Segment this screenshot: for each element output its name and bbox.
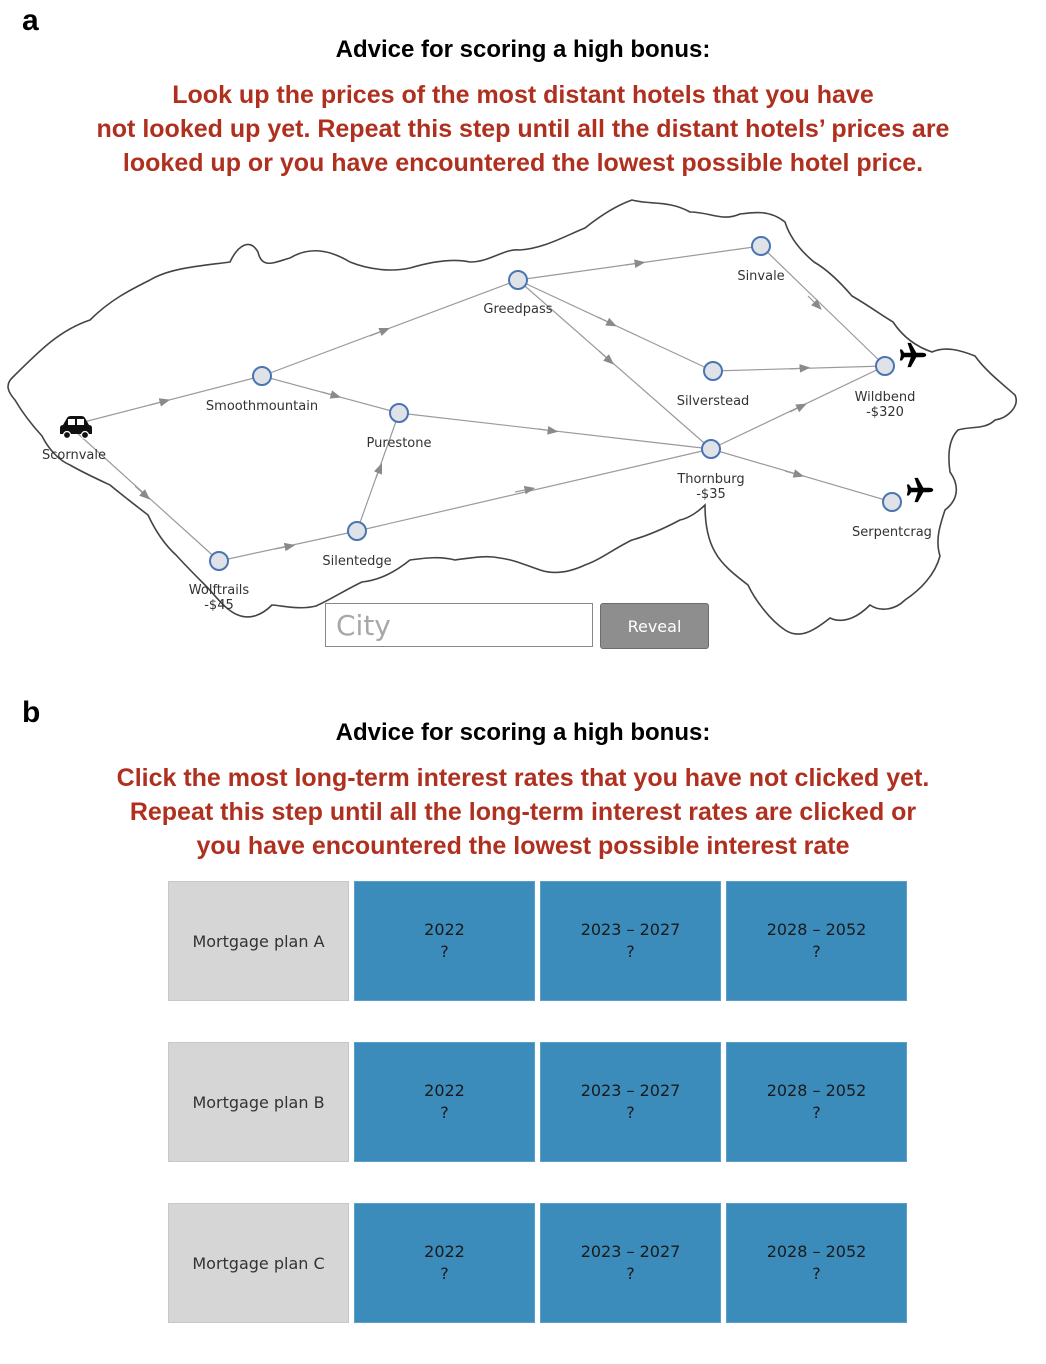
rate-value: ? (440, 1264, 449, 1283)
city-label-sinvale: Sinvale (737, 269, 785, 284)
mortgage-plan-row (168, 1042, 907, 1162)
city-label-silentedge: Silentedge (322, 554, 392, 569)
rate-value: ? (812, 942, 821, 961)
rate-cell[interactable] (726, 881, 907, 1001)
city-node-wildbend (876, 357, 894, 375)
rate-value: ? (812, 1103, 821, 1122)
rate-years: 2028 – 2052 (766, 1081, 867, 1100)
rate-years: 2022 (424, 1081, 465, 1100)
rate-cell[interactable] (726, 1203, 907, 1323)
city-label-wolftrails: Wolftrails (188, 583, 250, 598)
rate-value: ? (626, 1264, 635, 1283)
advice-line: Look up the prices of the most distant hotels that you have (172, 81, 874, 109)
city-label-scornvale: Scornvale (42, 448, 106, 463)
city-node-thornburg (702, 440, 720, 458)
plan-label: Mortgage plan A (168, 881, 349, 1001)
city-price-wildbend: -$320 (866, 405, 904, 420)
city-node-serpentcrag (883, 493, 901, 511)
rate-cell[interactable] (354, 881, 535, 1001)
city-node-silentedge (348, 522, 366, 540)
advice-text-a (40, 78, 1006, 180)
city-label-wildbend: Wildbend (854, 390, 916, 405)
mortgage-plan-row (168, 1203, 907, 1323)
route-map (0, 190, 1046, 660)
advice-text-b (40, 761, 1006, 863)
rate-cell[interactable] (540, 881, 721, 1001)
advice-line: you have encountered the lowest possible interest rate (196, 832, 850, 860)
rate-years: 2022 (424, 920, 465, 939)
city-node-smoothmountain (253, 367, 271, 385)
city-node-wolftrails (210, 552, 228, 570)
advice-title-b: Advice for scoring a high bonus: (335, 719, 711, 746)
mortgage-plans-table (168, 881, 907, 1364)
city-label-purestone: Purestone (366, 436, 432, 451)
city-price-thornburg: -$35 (696, 487, 726, 502)
advice-line: Repeat this step until all the long-term interest rates are clicked or (129, 798, 917, 826)
city-node-greedpass (509, 271, 527, 289)
city-label-thornburg: Thornburg (677, 472, 745, 487)
rate-value: ? (626, 1103, 635, 1122)
rate-years: 2022 (424, 1242, 465, 1261)
city-label-smoothmountain: Smoothmountain (205, 399, 319, 414)
city-node-silverstead (704, 362, 722, 380)
rate-cell[interactable] (354, 1042, 535, 1162)
rate-years: 2028 – 2052 (766, 1242, 867, 1261)
rate-cell[interactable] (540, 1042, 721, 1162)
city-input[interactable] (325, 603, 593, 647)
plan-label: Mortgage plan B (168, 1042, 349, 1162)
rate-years: 2023 – 2027 (580, 1081, 681, 1100)
reveal-button[interactable]: Reveal (600, 603, 709, 649)
city-label-greedpass: Greedpass (483, 302, 553, 317)
rate-years: 2023 – 2027 (580, 920, 681, 939)
city-price-wolftrails: -$45 (204, 598, 234, 613)
mortgage-plan-row (168, 881, 907, 1001)
advice-title-a: Advice for scoring a high bonus: (335, 36, 711, 63)
rate-cell[interactable] (354, 1203, 535, 1323)
city-node-sinvale (752, 237, 770, 255)
panel-label-b: b (22, 696, 41, 729)
advice-line: Click the most long-term interest rates that you have not clicked yet. (116, 764, 930, 792)
rate-years: 2023 – 2027 (580, 1242, 681, 1261)
rate-value: ? (812, 1264, 821, 1283)
city-label-serpentcrag: Serpentcrag (852, 525, 932, 540)
rate-value: ? (440, 1103, 449, 1122)
plan-label: Mortgage plan C (168, 1203, 349, 1323)
panel-label-a: a (22, 4, 39, 37)
advice-line: looked up or you have encountered the lowest possible hotel price. (122, 149, 924, 177)
rate-years: 2028 – 2052 (766, 920, 867, 939)
advice-line: not looked up yet. Repeat this step until all the distant hotels’ prices are (96, 115, 950, 143)
rate-value: ? (440, 942, 449, 961)
city-node-purestone (390, 404, 408, 422)
rate-value: ? (626, 942, 635, 961)
city-label-silverstead: Silverstead (676, 394, 750, 409)
country-outline (8, 200, 1016, 634)
rate-cell[interactable] (540, 1203, 721, 1323)
rate-cell[interactable] (726, 1042, 907, 1162)
